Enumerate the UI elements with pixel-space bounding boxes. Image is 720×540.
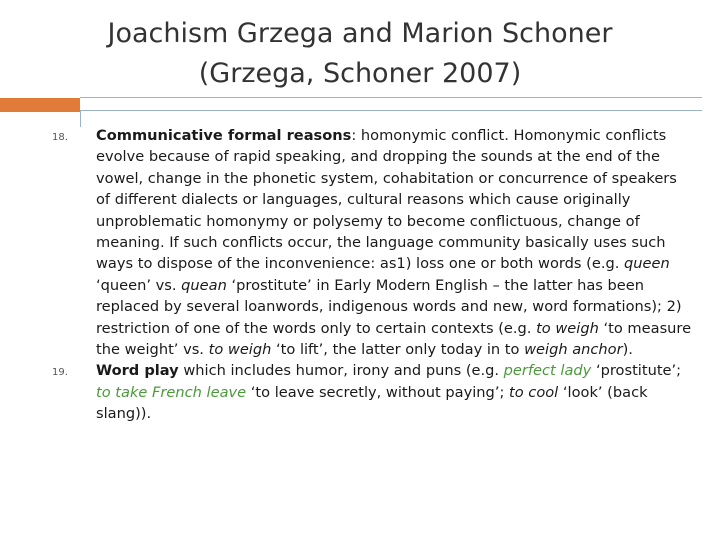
item-text: : homonymic conflict. Homonymic conflicts evolve because of rapid speaking, and dropping the sounds at the end of the vowel, change in the phonetic system, cohabitation or concurrence of speakers of different dialects or languages, cultural reasons which cause originally unproblematic homonymy or polysemy to become conflictuous, change of meaning. If such conflicts occur, the language community basically uses such ways to dispose of the inconvenience: as1) loss one or both words (e.g.: [96, 127, 677, 273]
item-text: ‘to leave secretly, without paying’;: [246, 383, 510, 401]
item-text: ‘to lift’, the latter only today in to: [271, 341, 525, 359]
example-word: to weigh: [208, 341, 272, 359]
item-heading: Word play: [96, 362, 179, 380]
title-divider: [80, 97, 702, 111]
item-number: 19.: [52, 367, 68, 379]
numbered-list: [0, 125, 720, 425]
example-word: to weigh: [536, 319, 599, 337]
item-text: ‘prostitute’ in Early Modern English – the latter has been replaced by several loanwords, indigenous words and new, word formations); 2) restriction of one of the words only to certain contexts (e.g.: [96, 276, 682, 337]
example-word: weigh anchor: [524, 341, 623, 359]
accent-bar: [0, 98, 80, 112]
list-item-18: [0, 125, 720, 360]
item-number: 18.: [52, 132, 68, 143]
slide-title: [40, 14, 680, 94]
item-text: ).: [622, 341, 633, 359]
item-text: ‘prostitute’;: [591, 362, 682, 380]
example-word: quean: [181, 276, 227, 294]
example-word: queen: [624, 255, 670, 273]
item-text: which includes humor, irony and puns (e.g.: [178, 362, 504, 380]
list-item-19: [0, 360, 720, 424]
item-text: ‘look’ (back slang)).: [96, 383, 648, 423]
title-line-2: (Grzega, Schoner 2007): [198, 58, 522, 89]
item-text: ‘queen’ vs.: [96, 276, 182, 294]
item-text: ‘to measure the weight’ vs.: [96, 319, 692, 359]
example-phrase: to take French leave: [96, 383, 247, 401]
item-heading: Communicative formal reasons: [96, 127, 352, 144]
example-phrase: perfect lady: [503, 362, 592, 380]
title-line-1: Joachism Grzega and Marion Schoner: [107, 18, 613, 49]
example-word: to cool: [509, 383, 559, 401]
